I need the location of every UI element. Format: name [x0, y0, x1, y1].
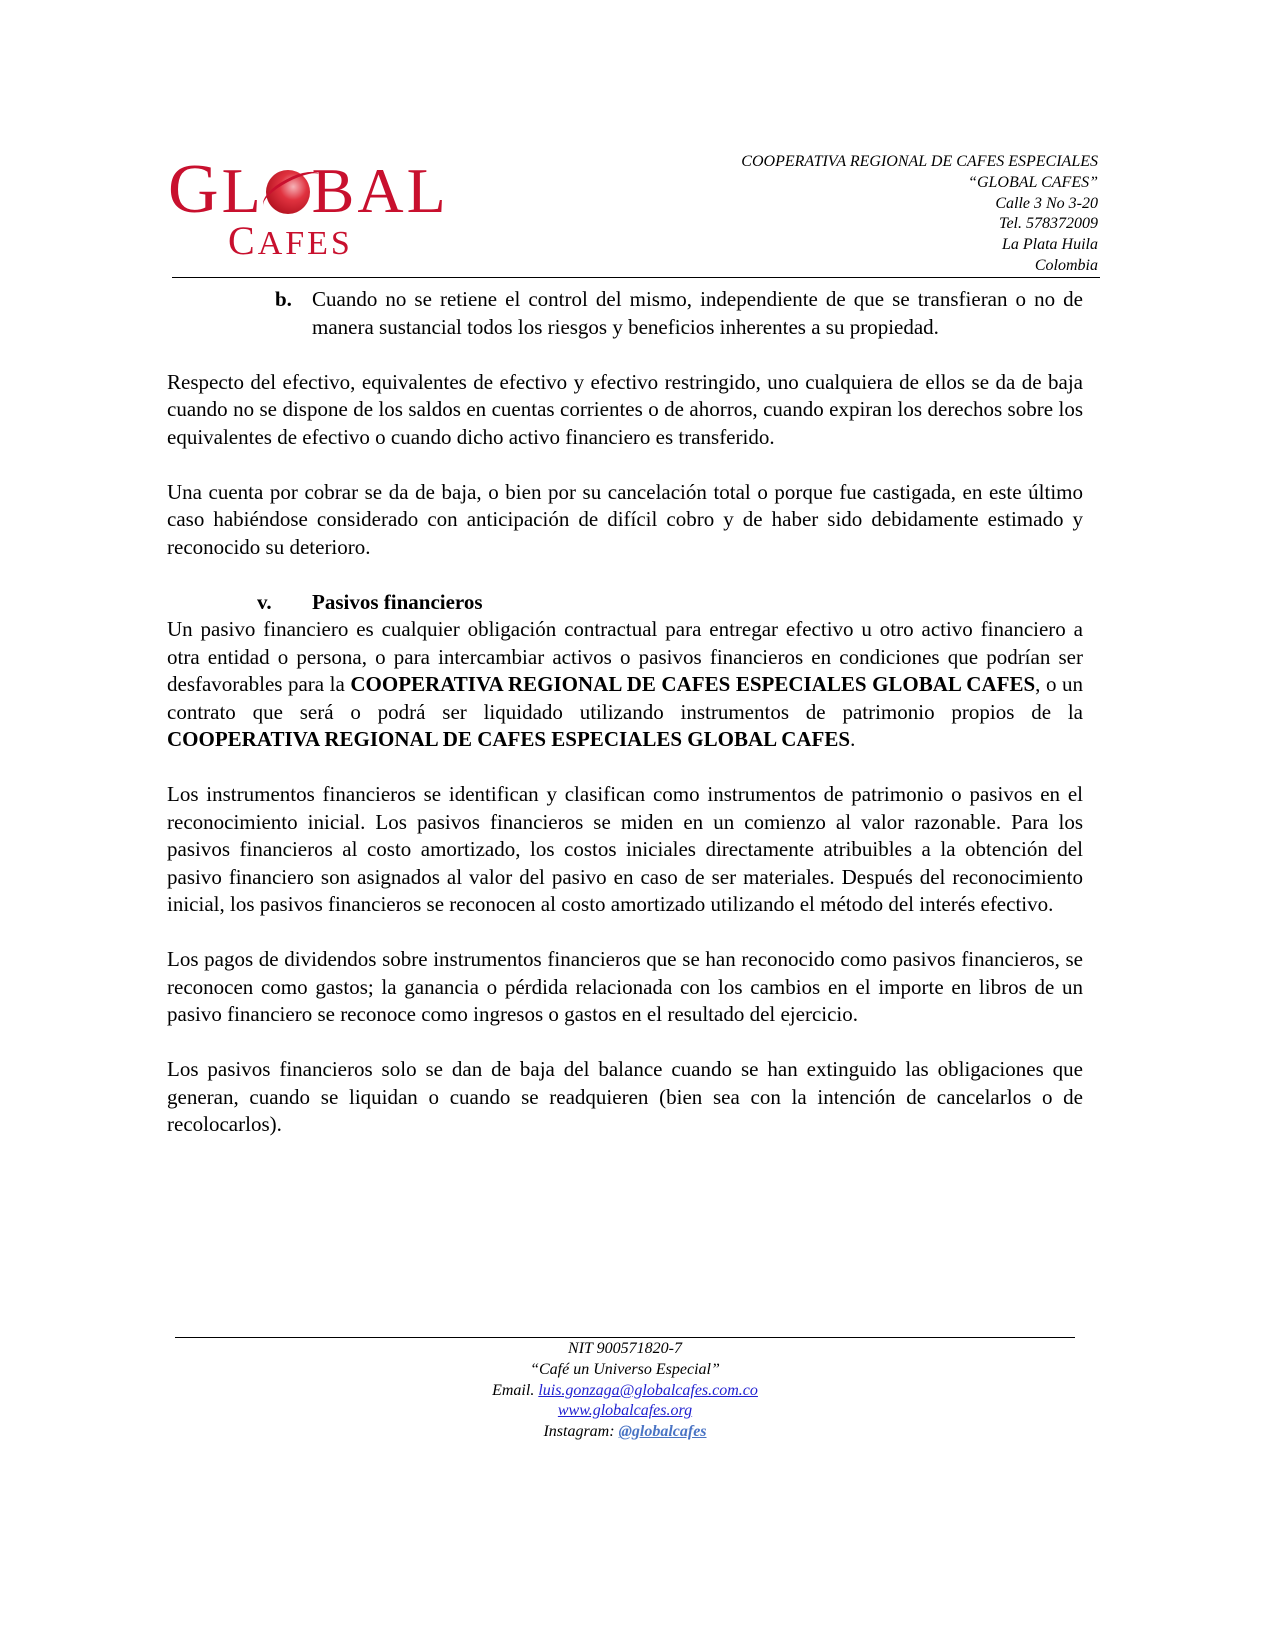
section-number: v.	[257, 589, 272, 614]
footer-website-line	[175, 1401, 1075, 1422]
text-span: Un pasivo financiero es cualquier obligación contractual para entregar efectivo u otro activo financiero a otra entidad o persona, o para intercambiar activos o pasivos financieros en condiciones que podrían ser desfavorables para la	[167, 617, 1083, 696]
logo-wordmark-cafes	[228, 218, 353, 263]
footer-nit: NIT 900571820-7	[568, 1340, 682, 1357]
logo-letter-l: L	[221, 155, 264, 226]
footer-slogan: “Café un Universo Especial”	[530, 1360, 720, 1378]
text-span: , o un contrato que será o podrá ser liquidado utilizando instrumentos de patrimonio propios de la	[167, 672, 1083, 724]
header-divider	[172, 277, 1100, 278]
logo-wordmark-global	[168, 151, 449, 228]
header-org-short: “GLOBAL CAFES”	[968, 173, 1098, 191]
header-street: Calle 3 No 3-20	[995, 194, 1098, 212]
logo-letters-bal: BAL	[311, 155, 449, 226]
document-body	[167, 286, 1083, 1166]
header-org-name: COOPERATIVA REGIONAL DE CAFES ESPECIALES	[741, 153, 1098, 170]
paragraph-instrumentos: Los instrumentos financieros se identifican y clasifican como instrumentos de patrimonio o pasivos en el reconocimiento inicial. Los pasivos financieros se miden en un comienzo al valor razonable. Para los pasivos financieros al costo amortizado, los costos iniciales directamente atribuibles a la obtención del pasivo financiero son asignados al valor del pasivo en caso de ser materiales. Después del reconocimiento inicial, los pasivos financieros se reconocen al costo amortizado utilizando el método del interés efectivo.	[167, 782, 1083, 916]
bold-org-name: COOPERATIVA REGIONAL DE CAFES ESPECIALES GLOBAL CAFES	[167, 727, 851, 751]
list-marker: b.	[275, 287, 292, 311]
header-phone: Tel. 578372009	[999, 215, 1098, 233]
section-heading	[167, 589, 1083, 617]
text-span: .	[850, 727, 856, 751]
globe-icon	[266, 170, 310, 214]
paragraph-dividendos: Los pagos de dividendos sobre instrumentos financieros que se han reconocido como pasivos financieros, se reconocen como gastos; la ganancia o pérdida relacionada con los cambios en el importe en libros de un pasivo financiero se reconoce como ingresos o gastos en el resultado del ejercicio.	[167, 947, 1083, 1026]
list-item-b	[167, 286, 1083, 341]
footer-email-label: Email.	[492, 1381, 539, 1399]
logo-letter-c: C	[228, 218, 258, 263]
footer-instagram-line	[175, 1422, 1075, 1443]
logo-letter-g: G	[168, 151, 222, 228]
email-link[interactable]: luis.gonzaga@globalcafes.com.co	[538, 1381, 758, 1399]
header-country: Colombia	[1034, 256, 1098, 274]
logo-letters-afes: AFES	[257, 225, 353, 262]
paragraph-baja-pasivos: Los pasivos financieros solo se dan de baja del balance cuando se han extinguido las obligaciones que generan, cuando se liquidan o cuando se readquieren (bien sea con la intención de cancelarlos o de recolocarlos).	[167, 1057, 1083, 1136]
paragraph-efectivo: Respecto del efectivo, equivalentes de efectivo y efectivo restringido, uno cualquiera de ellos se da de baja cuando no se dispone de los saldos en cuentas corrientes o de ahorros, cuando expiran los derechos sobre los equivalentes de efectivo o cuando dicho activo financiero es transferido.	[167, 369, 1083, 449]
footer-divider	[175, 1337, 1075, 1338]
footer	[175, 1339, 1075, 1443]
instagram-link[interactable]: @globalcafes	[618, 1423, 707, 1441]
paragraph-cuenta-por-cobrar: Una cuenta por cobrar se da de baja, o bien por su cancelación total o porque fue castigada, en este último caso habiéndose considerado con anticipación de difícil cobro y de haber sido debidamente estimado y reconocido su deterioro.	[167, 479, 1083, 559]
list-item-text: Cuando no se retiene el control del mismo, independiente de que se transfieran o no de manera sustancial todos los riesgos y beneficios inherentes a su propiedad.	[312, 287, 1083, 339]
global-cafes-logo	[168, 151, 449, 263]
header-address-block	[741, 152, 1098, 277]
paragraph-pasivo-financiero	[167, 616, 1083, 754]
bold-org-name: COOPERATIVA REGIONAL DE CAFES ESPECIALES GLOBAL CAFES	[350, 672, 1036, 696]
footer-instagram-label: Instagram:	[543, 1423, 619, 1441]
section-title: Pasivos financieros	[312, 589, 483, 614]
footer-email-line	[175, 1381, 1075, 1402]
header-city: La Plata Huila	[1001, 236, 1098, 254]
website-link[interactable]: www.globalcafes.org	[557, 1402, 693, 1420]
